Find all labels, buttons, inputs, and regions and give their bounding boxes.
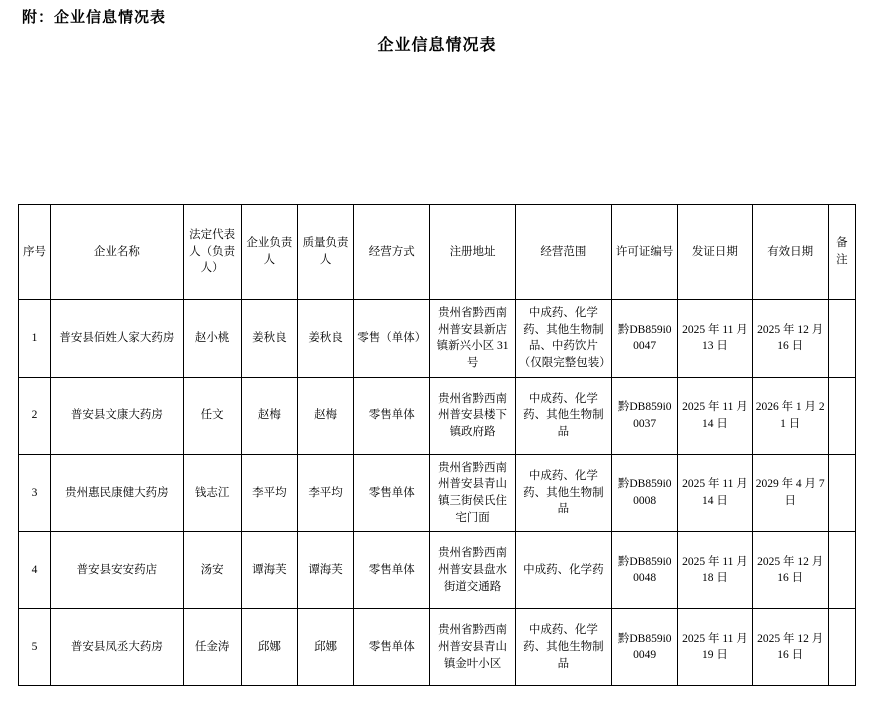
- cell-quality-head: 李平均: [297, 454, 353, 532]
- column-header-index: 序号: [19, 205, 51, 300]
- cell-remark: [828, 532, 855, 609]
- cell-quality-head: 姜秋良: [297, 300, 353, 378]
- cell-valid-date: 2026 年 1 月 21 日: [752, 377, 828, 454]
- cell-index: 4: [19, 532, 51, 609]
- cell-license-no: 黔DB859i00048: [612, 532, 678, 609]
- cell-legal-rep: 任文: [183, 377, 241, 454]
- attachment-label: 附：企业信息情况表: [22, 10, 167, 26]
- cell-legal-rep: 赵小桃: [183, 300, 241, 378]
- column-header-address: 注册地址: [430, 205, 515, 300]
- cell-address: 贵州省黔西南州普安县楼下镇政府路: [430, 377, 515, 454]
- cell-legal-rep: 钱志江: [183, 454, 241, 532]
- cell-license-no: 黔DB859i00049: [612, 609, 678, 686]
- cell-scope: 中成药、化学药: [515, 532, 611, 609]
- cell-enterprise-head: 赵梅: [241, 377, 297, 454]
- column-header-enterprise-head: 企业负责人: [241, 205, 297, 300]
- cell-quality-head: 谭海芙: [297, 532, 353, 609]
- cell-name: 普安县安安药店: [51, 532, 183, 609]
- cell-name: 普安县文康大药房: [51, 377, 183, 454]
- cell-enterprise-head: 邱娜: [241, 609, 297, 686]
- column-header-business-mode: 经营方式: [354, 205, 430, 300]
- cell-issue-date: 2025 年 11 月 19 日: [678, 609, 752, 686]
- column-header-license-no: 许可证编号: [612, 205, 678, 300]
- cell-scope: 中成药、化学药、其他生物制品、中药饮片（仅限完整包装）: [515, 300, 611, 378]
- column-header-name: 企业名称: [51, 205, 183, 300]
- cell-enterprise-head: 李平均: [241, 454, 297, 532]
- cell-issue-date: 2025 年 11 月 14 日: [678, 454, 752, 532]
- column-header-quality-head: 质量负责人: [297, 205, 353, 300]
- cell-address: 贵州省黔西南州普安县盘水街道交通路: [430, 532, 515, 609]
- cell-issue-date: 2025 年 11 月 18 日: [678, 532, 752, 609]
- cell-valid-date: 2025 年 12 月 16 日: [752, 532, 828, 609]
- cell-business-mode: 零售单体: [354, 377, 430, 454]
- cell-address: 贵州省黔西南州普安县青山镇三街侯氏住宅门面: [430, 454, 515, 532]
- cell-name: 贵州惠民康健大药房: [51, 454, 183, 532]
- cell-scope: 中成药、化学药、其他生物制品: [515, 454, 611, 532]
- column-header-valid-date: 有效日期: [752, 205, 828, 300]
- table-row: [19, 609, 856, 686]
- cell-valid-date: 2025 年 12 月 16 日: [752, 609, 828, 686]
- column-header-legal-rep: 法定代表人（负责人）: [183, 205, 241, 300]
- cell-business-mode: 零售单体: [354, 609, 430, 686]
- cell-index: 1: [19, 300, 51, 378]
- cell-remark: [828, 609, 855, 686]
- cell-business-mode: 零售单体: [354, 454, 430, 532]
- cell-name: 普安县佰姓人家大药房: [51, 300, 183, 378]
- cell-remark: [828, 377, 855, 454]
- cell-license-no: 黔DB859i00008: [612, 454, 678, 532]
- cell-business-mode: 零售（单体）: [354, 300, 430, 378]
- cell-issue-date: 2025 年 11 月 14 日: [678, 377, 752, 454]
- cell-remark: [828, 300, 855, 378]
- cell-issue-date: 2025 年 11 月 13 日: [678, 300, 752, 378]
- cell-scope: 中成药、化学药、其他生物制品: [515, 377, 611, 454]
- cell-enterprise-head: 谭海芙: [241, 532, 297, 609]
- cell-name: 普安县凤丞大药房: [51, 609, 183, 686]
- cell-license-no: 黔DB859i00047: [612, 300, 678, 378]
- cell-legal-rep: 汤安: [183, 532, 241, 609]
- enterprise-info-table: [18, 204, 856, 686]
- column-header-remark: 备注: [828, 205, 855, 300]
- cell-index: 5: [19, 609, 51, 686]
- cell-business-mode: 零售单体: [354, 532, 430, 609]
- cell-index: 3: [19, 454, 51, 532]
- cell-legal-rep: 任金涛: [183, 609, 241, 686]
- page-title: 企业信息情况表: [377, 37, 497, 54]
- cell-index: 2: [19, 377, 51, 454]
- column-header-scope: 经营范围: [515, 205, 611, 300]
- table-row: [19, 377, 856, 454]
- table-header-row: [19, 205, 856, 300]
- cell-valid-date: 2025 年 12 月 16 日: [752, 300, 828, 378]
- table-row: [19, 454, 856, 532]
- cell-license-no: 黔DB859i00037: [612, 377, 678, 454]
- cell-scope: 中成药、化学药、其他生物制品: [515, 609, 611, 686]
- cell-valid-date: 2029 年 4 月 7 日: [752, 454, 828, 532]
- cell-quality-head: 邱娜: [297, 609, 353, 686]
- cell-address: 贵州省黔西南州普安县青山镇金叶小区: [430, 609, 515, 686]
- column-header-issue-date: 发证日期: [678, 205, 752, 300]
- table-row: [19, 532, 856, 609]
- cell-address: 贵州省黔西南州普安县新店镇新兴小区 31 号: [430, 300, 515, 378]
- cell-quality-head: 赵梅: [297, 377, 353, 454]
- table-row: [19, 300, 856, 378]
- cell-remark: [828, 454, 855, 532]
- cell-enterprise-head: 姜秋良: [241, 300, 297, 378]
